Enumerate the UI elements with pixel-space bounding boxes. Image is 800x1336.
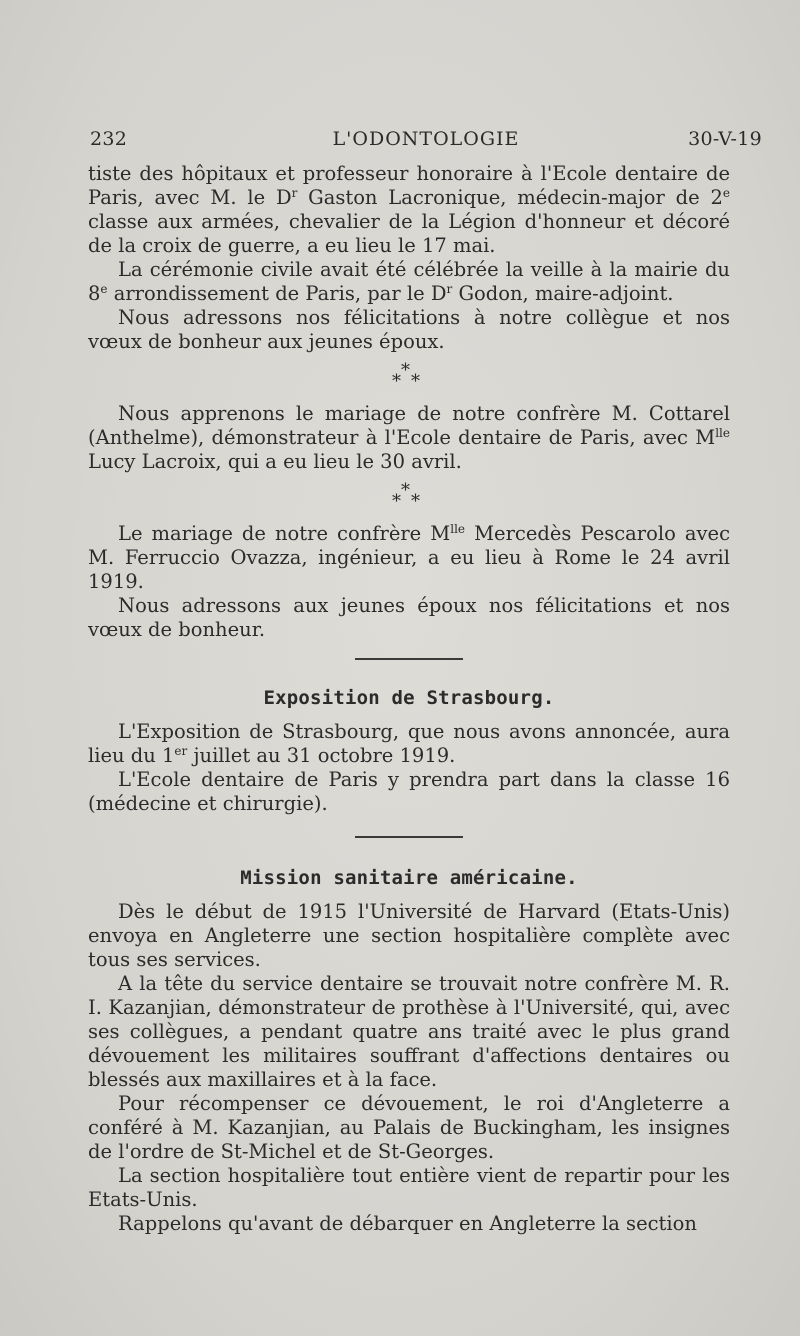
superscript: e (100, 282, 108, 296)
paragraph: Rappelons qu'avant de débarquer en Angleterre la section (118, 1212, 697, 1235)
paragraph: L'Ecole dentaire de Paris y prendra part dans la classe 16 (médecine et chirurgie). (88, 768, 730, 815)
paragraph (88, 162, 730, 258)
asterisk: * (392, 371, 401, 392)
paragraph (88, 720, 730, 768)
superscript: lle (715, 426, 730, 440)
text-run: classe aux armées, chevalier de la Légion d'honneur et décoré de la croix de guerre, a eu lieu le 17 mai. (88, 210, 730, 257)
text-run: Nous apprenons le mariage de notre confrère M. Cottarel (Anthelme), démonstrateur à l'Ecole dentaire de Paris, avec M (88, 402, 730, 449)
paragraph: Nous adressons aux jeunes époux nos félicitations et nos vœux de bonheur. (88, 594, 730, 641)
journal-title: L'ODONTOLOGIE (332, 128, 520, 150)
text-run: tiste des hôpitaux et professeur honoraire à l'Ecole dentaire de Paris, avec M. le D (88, 162, 730, 209)
text-run: La cérémonie civile avait été célébrée la veille à la mairie du 8 (88, 258, 730, 305)
asterisk: * (411, 491, 420, 512)
paragraph: A la tête du service dentaire se trouvait notre confrère M. R. I. Kazanjian, démonstrateur de prothèse à l'Université, qui, avec ses collègues, a pendant quatre ans traité avec le plus grand dévouement les militaires souffrant d'affections dentaires ou blessés aux maxillaires et à la face. (88, 972, 730, 1091)
text-run: arrondissement de Paris, par le D (107, 282, 447, 305)
text-run: Le mariage de notre confrère M (118, 522, 451, 545)
paragraph: Nous adressons nos félicitations à notre collègue et nos vœux de bonheur aux jeunes époux. (88, 306, 730, 353)
text-run: Gaston Lacronique, médecin-major de 2 (297, 186, 723, 209)
paragraph: Pour récompenser ce dévouement, le roi d'Angleterre a conféré à M. Kazanjian, au Palais de Buckingham, les insignes de l'ordre de St-Michel et de St-Georges. (88, 1092, 730, 1163)
asterisk: * (411, 371, 420, 392)
paragraph (88, 522, 730, 594)
superscript: er (174, 744, 188, 758)
paragraph (88, 258, 730, 306)
asterism-separator (88, 474, 730, 522)
asterism-separator (88, 354, 730, 402)
text-run: Lucy Lacroix, qui a eu lieu le 30 avril. (88, 450, 462, 473)
superscript: r (291, 186, 298, 200)
running-header (90, 128, 762, 158)
paragraph: La section hospitalière tout entière vient de repartir pour les Etats-Unis. (88, 1164, 730, 1211)
text-run: L'Exposition de Strasbourg, que nous avons annoncée, aura lieu du 1 (88, 720, 730, 767)
page-number: 232 (90, 128, 128, 150)
issue-date: 30-V-19 (688, 128, 762, 150)
asterisk: * (401, 360, 410, 381)
text-run: juillet au 31 octobre 1919. (187, 744, 456, 767)
text-run: Mercedès Pescarolo avec M. Ferruccio Ovazza, ingénieur, a eu lieu à Rome le 24 avril 1919. (88, 522, 730, 593)
superscript: e (722, 186, 731, 200)
superscript: lle (450, 522, 466, 536)
body-text (88, 162, 730, 1236)
superscript: r (446, 282, 453, 296)
asterisk: * (392, 491, 401, 512)
section-heading: Mission sanitaire américaine. (240, 867, 578, 889)
paragraph: Dès le début de 1915 l'Université de Harvard (Etats-Unis) envoya en Angleterre une section hospitalière complète avec tous ses services. (88, 900, 730, 971)
paragraph (88, 402, 730, 474)
asterisk: * (401, 480, 410, 501)
section-heading: Exposition de Strasbourg. (263, 687, 555, 709)
text-run: Godon, maire-adjoint. (452, 282, 674, 305)
